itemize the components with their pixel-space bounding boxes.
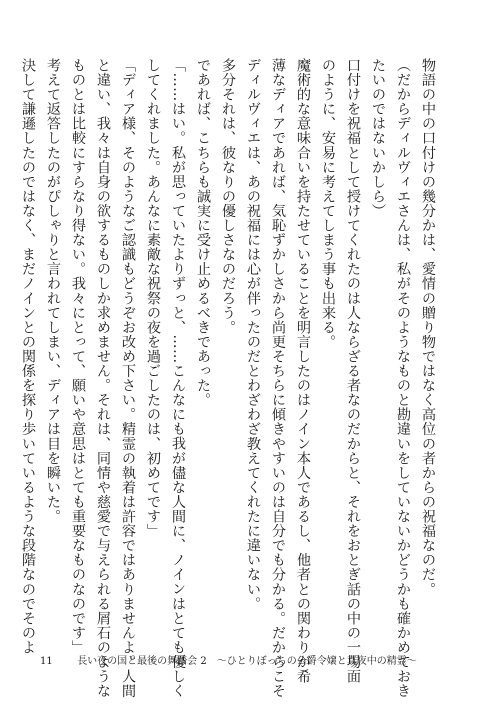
text-line-7: 薄なディアであれば、気恥ずかしさから尚更そちらに傾きやすいのは自分でも分かる。だからこそ	[270, 58, 286, 699]
text-line-2: （だからディルヴィエさんは、私がそのようなものと勘違いをしていないかどうかも確かめておき	[395, 58, 411, 699]
text-line-13: 「ディア様、そのようなご認識もどうぞお改め下さい。精霊の執着は許容ではありませんよ。人間	[120, 58, 136, 699]
text-line-4: 口付けを祝福として授けてくれたのは人ならざる者なのだからと、それをおとぎ話の中の一場面	[345, 58, 361, 684]
text-line-3: たいのではないかしら）	[370, 58, 386, 219]
text-line-16: 考えて返答したのがぴしゃりと言われてしまい、ディアは目を瞬いた。	[45, 58, 61, 524]
text-line-8: ディルヴィエは、あの祝福には心が伴ったのだとわざわざ教えてくれたに違いない。	[245, 58, 261, 611]
running-title: 長い夜の国と最後の舞踏会 2 〜ひとりぼっちの公爵令嬢と真夜中の精霊〜	[77, 656, 417, 667]
text-line-10: であれば、こちらも誠実に受け止めるべきであった。	[195, 58, 211, 408]
text-line-12: してくれました。あんなに素敵な祝祭の夜を過ごしたのは、初めてです」	[145, 58, 161, 539]
text-line-5: のように、安易に考えてしまう事も出来る。	[320, 58, 336, 349]
text-line-11: 「……はい。私が思っていたよりずっと、……こんなにも我が儘な人間に、ノインはとても優しく	[170, 58, 186, 699]
page-number: 11	[40, 656, 53, 667]
text-line-1: 物語の中の口付けの幾分かは、愛情の贈り物ではなく高位の者からの祝福なのだ。	[420, 58, 436, 597]
page-footer	[40, 652, 470, 667]
text-line-9: 多分それは、彼なりの優しさなのだろう。	[220, 58, 236, 335]
text-line-17: 決して謙遜したのではなく、まだノインとの関係を探り歩いているような段階なのでそのよ	[20, 58, 36, 655]
text-line-14: と違い、我々は自身の欲するものしか求めません。それは、同情や慈愛で与えられる屑石のような	[95, 58, 111, 699]
text-line-6: 魔術的な意味合いを持たせていることを明言したのはノイン本人であるし、他者との関わりが希	[295, 58, 311, 684]
text-line-15: ものとは比較にすらなり得ない。我々にとって、願いや意思はとても重要なものなのです」	[70, 58, 86, 655]
